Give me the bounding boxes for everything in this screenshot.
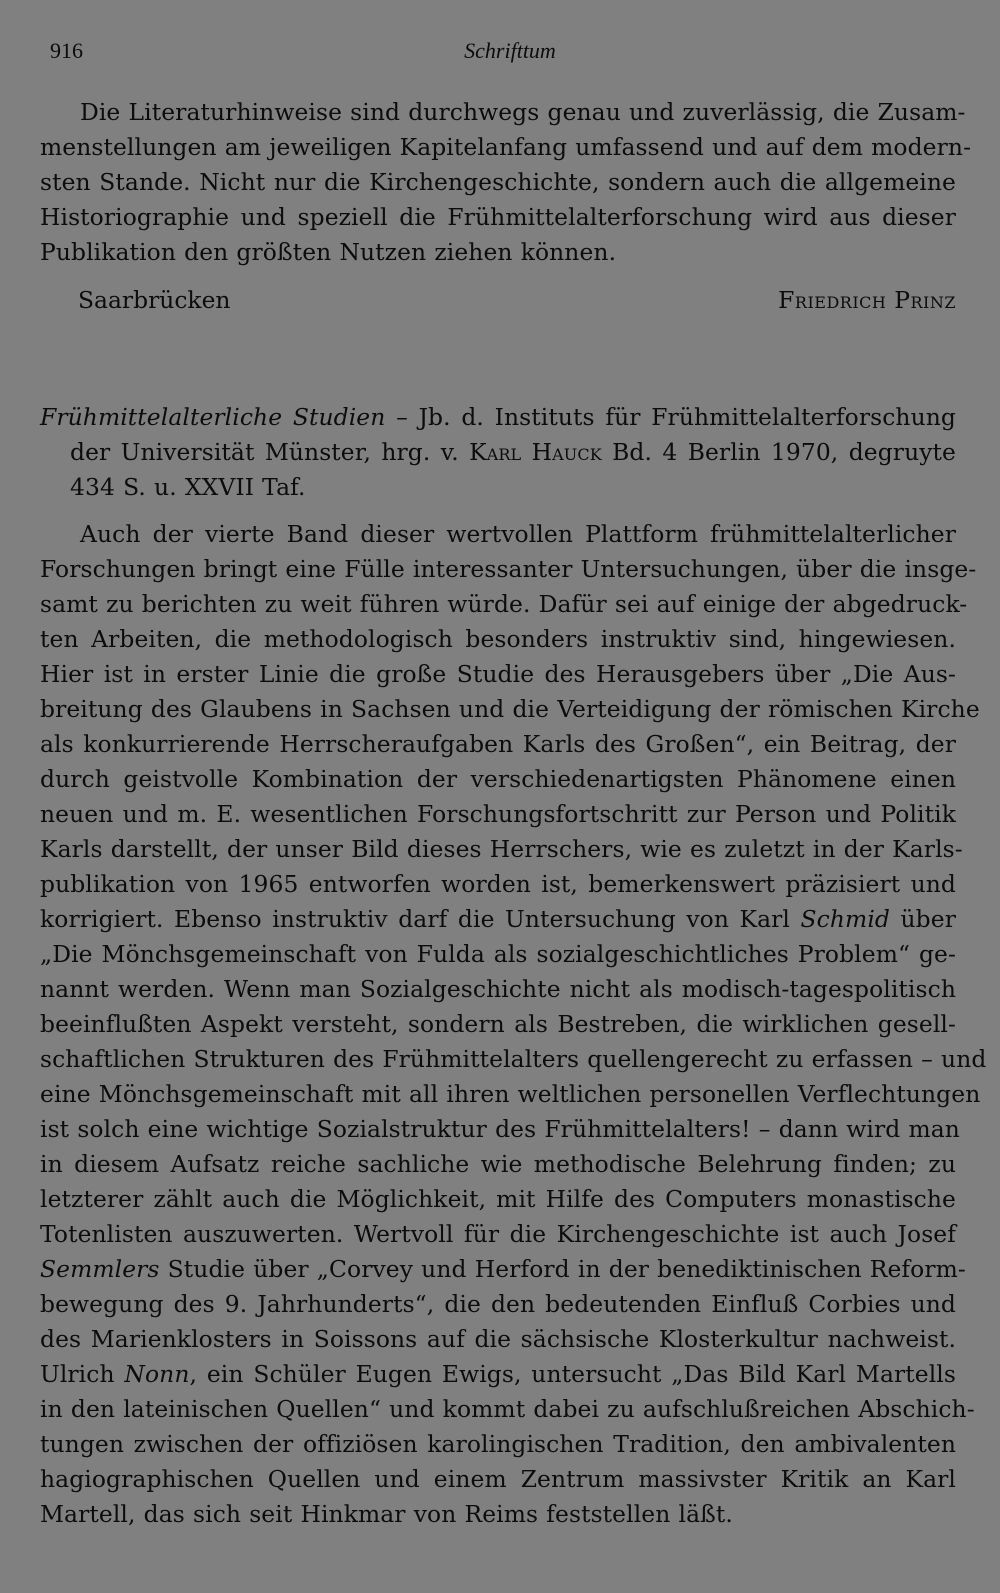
text-line (40, 1252, 966, 1287)
citation-series: – Jb. d. Instituts für Frühmittelalterforschung (385, 403, 956, 431)
text-line: Hier ist in erster Linie die große Studie des Herausgebers über „Die Aus- (40, 660, 956, 688)
text-line: in den lateinischen Quellen“ und kommt dabei zu aufschlußreichen Abschich- (40, 1395, 975, 1423)
text-line: Die Literaturhinweise sind durchwegs genau und zuverlässig, die Zusam- (80, 98, 966, 126)
text-segment: korrigiert. Ebenso instruktiv darf die Untersuchung von Karl (40, 905, 801, 933)
author-name-schmid: Schmid (800, 905, 890, 933)
text-line: schaftlichen Strukturen des Frühmittelalters quellengerecht zu erfassen – und (40, 1045, 987, 1073)
text-segment: über (889, 905, 956, 933)
running-head: Schrifttum (464, 38, 556, 63)
text-line: bewegung des 9. Jahrhunderts“, die den bedeutenden Einfluß Corbies und (40, 1290, 956, 1318)
citation-editor: Karl Hauck (469, 438, 602, 466)
text-segment: Studie über „Corvey und Herford in der benediktinischen Reform- (159, 1255, 966, 1283)
text-line: des Marienklosters in Soissons auf die sächsische Klosterkultur nachweist. (40, 1325, 956, 1353)
text-line: samt zu berichten zu weit führen würde. Dafür sei auf einige der abgedruck- (40, 590, 968, 618)
text-line: Totenlisten auszuwerten. Wertvoll für die Kirchengeschichte ist auch Josef (40, 1220, 956, 1248)
text-line: „Die Mönchsgemeinschaft von Fulda als sozialgeschichtliches Problem“ ge- (40, 940, 956, 968)
text-line: publikation von 1965 entworfen worden ist, bemerkenswert präzisiert und (40, 870, 956, 898)
citation-title: Frühmittelalterliche Studien (40, 403, 386, 431)
text-line: beeinflußten Aspekt versteht, sondern als Bestreben, die wirklichen gesell- (40, 1010, 956, 1038)
citation-line (40, 400, 956, 435)
signature-author: Friedrich Prinz (778, 286, 956, 314)
citation-volume-info: Bd. 4 Berlin 1970, degruyte (601, 438, 956, 466)
text-segment: , ein Schüler Eugen Ewigs, untersucht „Das Bild Karl Martells (189, 1360, 956, 1388)
text-line: sten Stande. Nicht nur die Kirchengeschichte, sondern auch die allgemeine (40, 168, 956, 196)
citation-publisher-info: der Universität Münster, hrg. v. (70, 438, 470, 466)
text-line: Publikation den größten Nutzen ziehen können. (40, 238, 617, 266)
text-line: durch geistvolle Kombination der verschiedenartigsten Phänomene einen (40, 765, 956, 793)
text-line: neuen und m. E. wesentlichen Forschungsfortschritt zur Person und Politik (40, 800, 956, 828)
citation-line: 434 S. u. XXVII Taf. (70, 473, 306, 501)
review-signature (40, 283, 956, 323)
text-line: eine Mönchsgemeinschaft mit all ihren weltlichen personellen Verflechtungen (40, 1080, 981, 1108)
author-name-nonn: Nonn (124, 1360, 190, 1388)
text-line: breitung des Glaubens in Sachsen und die Verteidigung der römischen Kirche (40, 695, 980, 723)
text-line: Martell, das sich seit Hinkmar von Reims feststellen läßt. (40, 1500, 733, 1528)
citation-line (40, 435, 956, 470)
paragraph-review-body (40, 517, 987, 1532)
text-line: in diesem Aufsatz reiche sachliche wie methodische Belehrung finden; zu (40, 1150, 956, 1178)
text-line: nannt werden. Wenn man Sozialgeschichte nicht als modisch-tagespolitisch (40, 975, 956, 1003)
text-line: Karls darstellt, der unser Bild dieses Herrschers, wie es zuletzt in der Karls- (40, 835, 963, 863)
text-line: ten Arbeiten, die methodologisch besonders instruktiv sind, hingewiesen. (40, 625, 956, 653)
text-line: letzterer zählt auch die Möglichkeit, mit Hilfe des Computers monastische (40, 1185, 956, 1213)
text-line: menstellungen am jeweiligen Kapitelanfang umfassend und auf dem modern- (40, 133, 972, 161)
text-line: ist solch eine wichtige Sozialstruktur des Frühmittelalters! – dann wird man (40, 1115, 960, 1143)
text-line (40, 902, 956, 937)
text-line: Forschungen bringt eine Fülle interessanter Untersuchungen, über die insge- (40, 555, 977, 583)
text-line: hagiographischen Quellen und einem Zentrum massivster Kritik an Karl (40, 1465, 956, 1493)
text-line: als konkurrierende Herrscheraufgaben Karls des Großen“, ein Beitrag, der (40, 730, 956, 758)
page-number: 916 (50, 38, 83, 63)
text-line: Auch der vierte Band dieser wertvollen Plattform frühmittelalterlicher (80, 520, 956, 548)
signature-place: Saarbrücken (78, 286, 231, 314)
text-segment: Ulrich (40, 1360, 125, 1388)
text-line: tungen zwischen der offiziösen karolingischen Tradition, den ambivalenten (40, 1430, 956, 1458)
text-line (40, 1357, 956, 1392)
paragraph-review-conclusion (40, 95, 972, 270)
bibliographic-citation (40, 400, 956, 505)
author-name-semmler: Semmlers (40, 1255, 160, 1283)
text-line: Historiographie und speziell die Frühmittelalterforschung wird aus dieser (40, 203, 956, 231)
page-header (50, 38, 970, 72)
